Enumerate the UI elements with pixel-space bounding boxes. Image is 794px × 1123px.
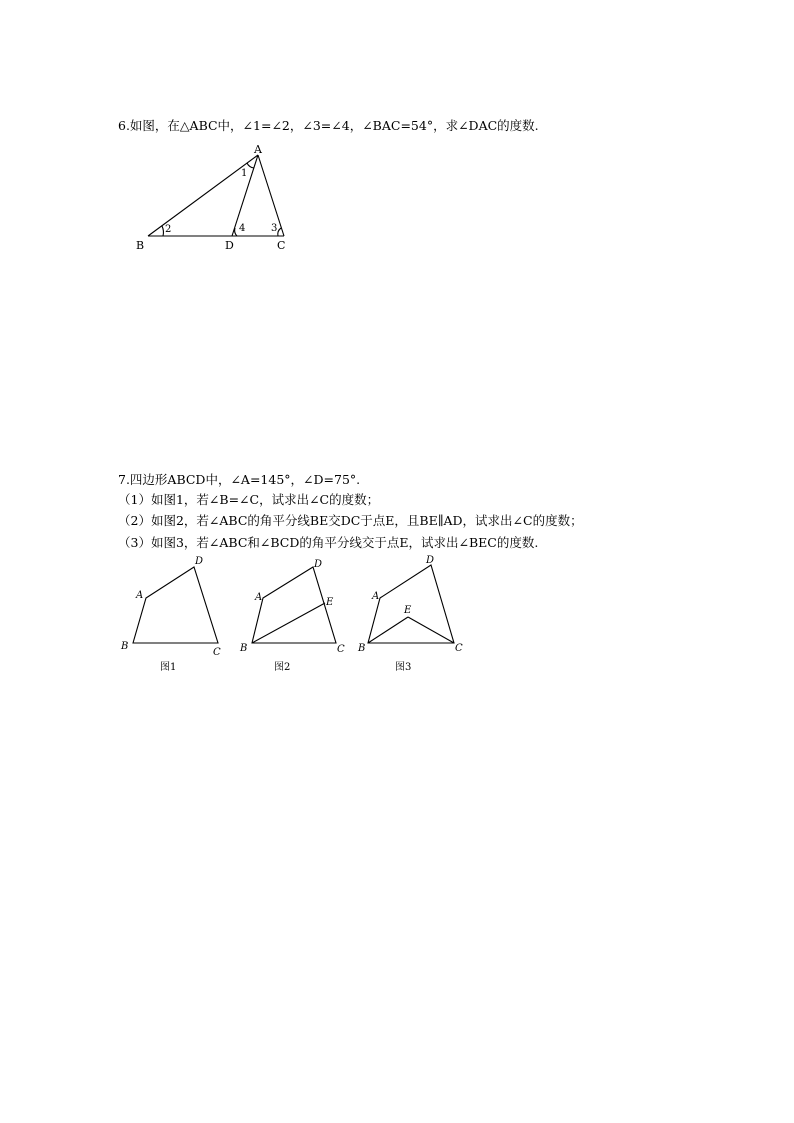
question-7-part-2: （2）如图2，若∠ABC的角平分线BE交DC于点E，且BE∥AD，试求出∠C的度数； bbox=[118, 513, 583, 528]
angle-3-label: 3 bbox=[271, 223, 278, 234]
question-7-part-3: （3）如图3，若∠ABC和∠BCD的角平分线交于点E，试求出∠BEC的度数. bbox=[118, 535, 539, 550]
angle-1-label: 1 bbox=[241, 168, 248, 179]
fig3-a-label: A bbox=[372, 591, 380, 602]
fig3-c-label: C bbox=[455, 643, 463, 654]
angle-2-label: 2 bbox=[165, 224, 172, 235]
fig1-caption: 图1 bbox=[160, 662, 177, 673]
fig3-e-label: E bbox=[404, 605, 412, 616]
vertex-b-label: B bbox=[136, 239, 145, 252]
question-7-text: 7.四边形ABCD中，∠A=145°，∠D=75°. bbox=[118, 472, 361, 487]
fig3-b-label: B bbox=[358, 643, 366, 654]
fig1-d-label: D bbox=[195, 556, 204, 567]
vertex-a-label: A bbox=[254, 143, 262, 156]
fig2-e-label: E bbox=[326, 597, 334, 608]
fig1-c-label: C bbox=[213, 647, 221, 658]
vertex-d-label: D bbox=[225, 239, 234, 252]
fig3-d-label: D bbox=[426, 555, 435, 566]
fig2-caption: 图2 bbox=[274, 662, 291, 673]
question-6-text: 6.如图，在△ABC中，∠1=∠2，∠3=∠4，∠BAC=54°，求∠DAC的度数. bbox=[118, 118, 539, 133]
angle-4-label: 4 bbox=[239, 223, 246, 234]
fig3-caption: 图3 bbox=[395, 662, 412, 673]
fig1-a-label: A bbox=[136, 590, 144, 601]
fig1-b-label: B bbox=[121, 641, 129, 652]
fig2-b-label: B bbox=[240, 643, 248, 654]
fig2-c-label: C bbox=[337, 644, 345, 655]
vertex-c-label: C bbox=[277, 239, 286, 252]
fig2-a-label: A bbox=[255, 592, 263, 603]
question-7-part-1: （1）如图1，若∠B=∠C，试求出∠C的度数； bbox=[118, 492, 380, 507]
fig2-d-label: D bbox=[314, 559, 323, 570]
